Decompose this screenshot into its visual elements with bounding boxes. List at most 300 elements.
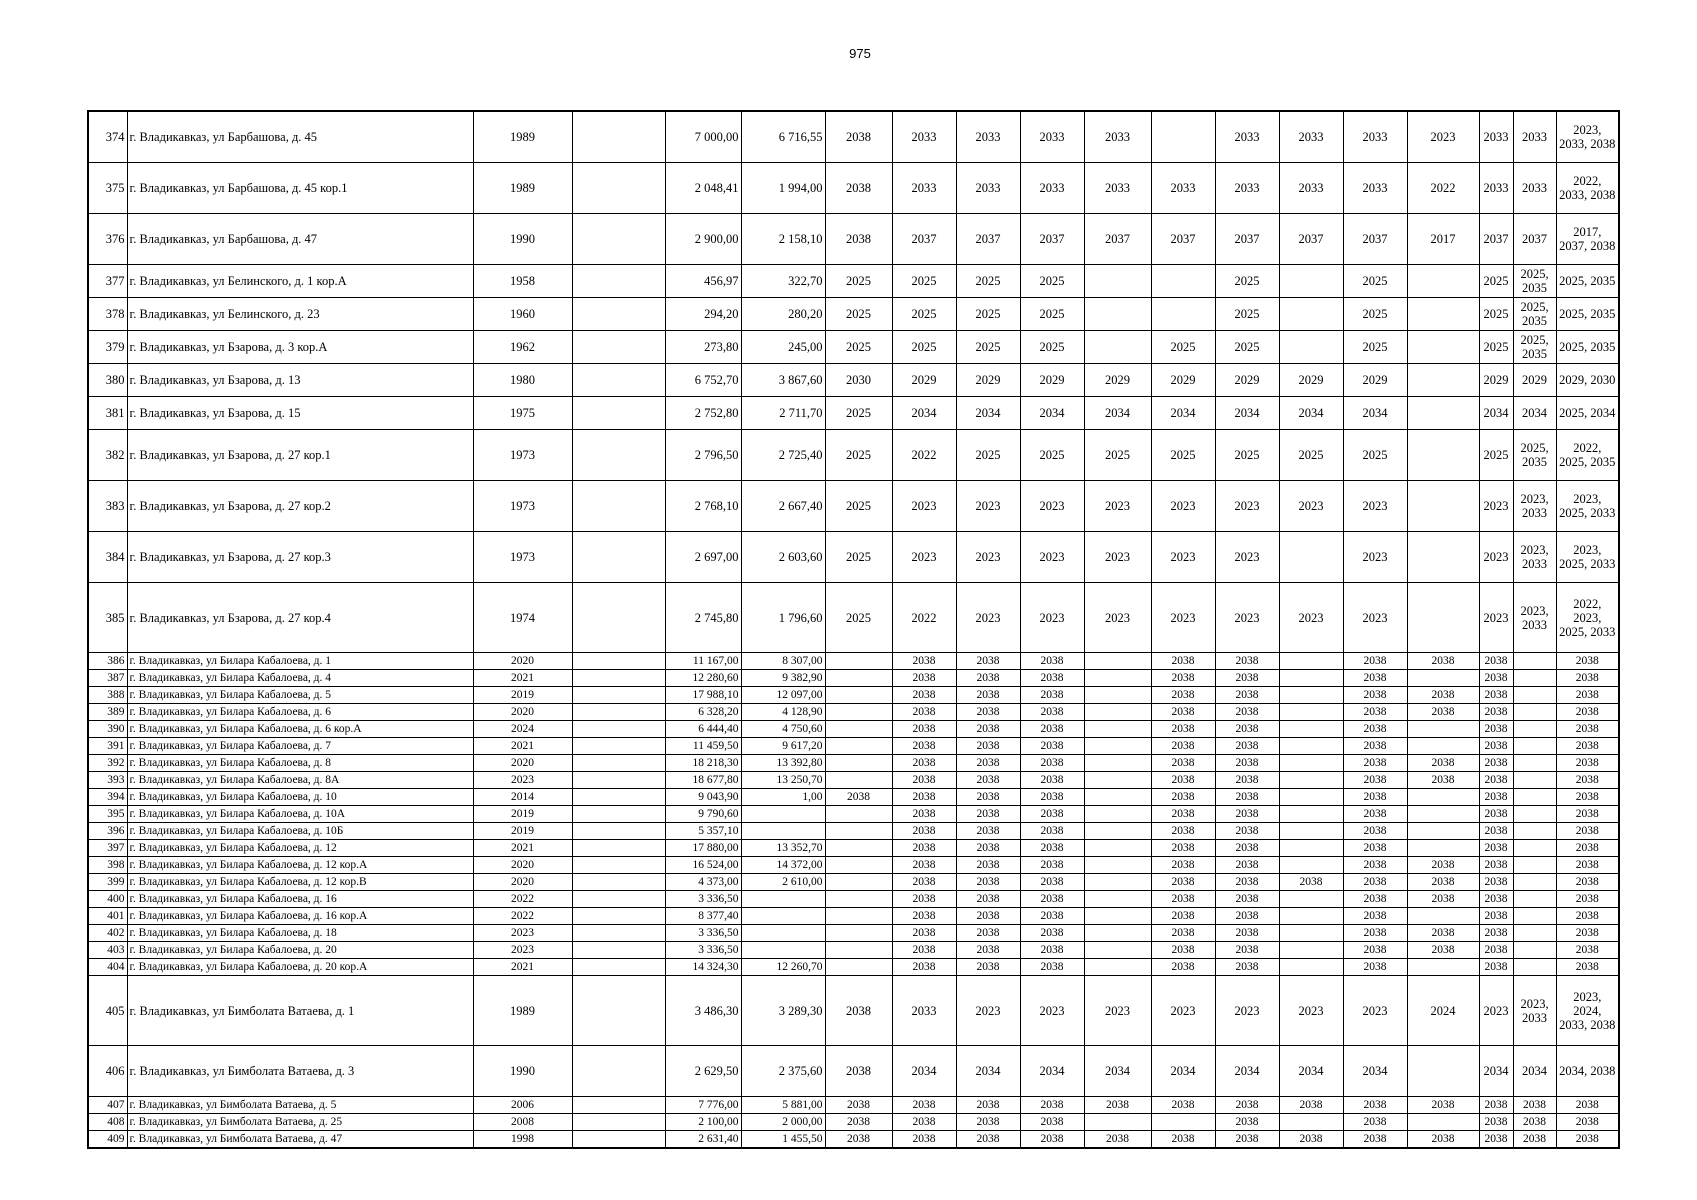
empty-cell — [572, 823, 665, 840]
year-plan-cell: 2038 — [1215, 704, 1279, 721]
year-plan-cell: 2023 — [1084, 976, 1151, 1046]
total-area-cell: 18 218,30 — [665, 755, 741, 772]
year-plan-cell: 2038 — [1556, 670, 1619, 687]
year-cell: 1973 — [473, 430, 572, 481]
living-area-cell: 2 158,10 — [741, 214, 825, 265]
empty-cell — [572, 908, 665, 925]
year-plan-cell: 2038 — [1479, 738, 1513, 755]
year-plan-cell: 2024 — [1407, 976, 1479, 1046]
year-cell: 1973 — [473, 481, 572, 532]
year-plan-cell: 2038 — [892, 823, 956, 840]
year-plan-cell — [1084, 687, 1151, 704]
year-plan-cell: 2038 — [1479, 925, 1513, 942]
address-cell: г. Владикавказ, ул Билара Кабалоева, д. 6 кор.А — [127, 721, 473, 738]
address-cell: г. Владикавказ, ул Билара Кабалоева, д. 16 — [127, 891, 473, 908]
year-cell: 1989 — [473, 111, 572, 163]
year-plan-cell — [1279, 331, 1343, 364]
year-plan-cell — [1407, 430, 1479, 481]
total-area-cell: 11 459,50 — [665, 738, 741, 755]
year-plan-cell: 2022 — [1407, 163, 1479, 214]
address-cell: г. Владикавказ, ул Билара Кабалоева, д. 6 — [127, 704, 473, 721]
year-plan-cell: 2023 — [1479, 481, 1513, 532]
living-area-cell: 2 603,60 — [741, 532, 825, 583]
address-cell: г. Владикавказ, ул Билара Кабалоева, д. 4 — [127, 670, 473, 687]
year-plan-cell — [825, 721, 892, 738]
address-cell: г. Владикавказ, ул Барбашова, д. 47 — [127, 214, 473, 265]
living-area-cell: 2 725,40 — [741, 430, 825, 481]
table-row — [88, 772, 1619, 789]
year-plan-cell: 2025 — [956, 331, 1020, 364]
year-plan-cell: 2034 — [1343, 397, 1407, 430]
year-plan-cell: 2038 — [1407, 925, 1479, 942]
year-plan-cell: 2023 — [892, 481, 956, 532]
year-cell: 2020 — [473, 653, 572, 670]
empty-cell — [572, 397, 665, 430]
year-plan-cell: 2033 — [956, 111, 1020, 163]
living-area-cell: 4 750,60 — [741, 721, 825, 738]
row-number: 407 — [88, 1097, 127, 1114]
year-plan-cell: 2038 — [892, 687, 956, 704]
year-cell: 1962 — [473, 331, 572, 364]
year-plan-cell: 2038 — [1151, 687, 1215, 704]
year-plan-cell: 2025 — [1479, 298, 1513, 331]
year-plan-cell: 2038 — [1151, 1131, 1215, 1149]
empty-cell — [572, 1131, 665, 1149]
year-plan-cell: 2038 — [1343, 806, 1407, 823]
year-plan-cell: 2033 — [1084, 163, 1151, 214]
table-row — [88, 687, 1619, 704]
row-number: 385 — [88, 583, 127, 653]
year-plan-cell — [1084, 925, 1151, 942]
year-plan-cell: 2038 — [1020, 857, 1084, 874]
year-plan-cell: 2038 — [1407, 1131, 1479, 1149]
year-plan-cell: 2038 — [1020, 755, 1084, 772]
year-plan-cell: 2025, 2035 — [1513, 430, 1556, 481]
row-number: 396 — [88, 823, 127, 840]
table-row — [88, 704, 1619, 721]
year-plan-cell: 2038 — [1215, 772, 1279, 789]
year-plan-cell: 2038 — [1020, 738, 1084, 755]
year-plan-cell: 2038 — [956, 857, 1020, 874]
year-plan-cell — [1279, 908, 1343, 925]
year-plan-cell: 2038 — [1151, 738, 1215, 755]
year-plan-cell — [1084, 331, 1151, 364]
year-plan-cell: 2038 — [956, 687, 1020, 704]
table-row — [88, 583, 1619, 653]
year-plan-cell: 2034 — [1343, 1046, 1407, 1097]
row-number: 377 — [88, 265, 127, 298]
year-plan-cell: 2029, 2030 — [1556, 364, 1619, 397]
year-plan-cell: 2038 — [1343, 840, 1407, 857]
table-row — [88, 874, 1619, 891]
year-cell: 1975 — [473, 397, 572, 430]
year-plan-cell: 2034 — [1215, 1046, 1279, 1097]
total-area-cell: 4 373,00 — [665, 874, 741, 891]
living-area-cell: 1 796,60 — [741, 583, 825, 653]
year-plan-cell: 2038 — [892, 772, 956, 789]
address-cell: г. Владикавказ, ул Бимболата Ватаева, д. 47 — [127, 1131, 473, 1149]
year-plan-cell: 2038 — [1279, 874, 1343, 891]
table-row — [88, 857, 1619, 874]
address-cell: г. Владикавказ, ул Бимболата Ватаева, д. 3 — [127, 1046, 473, 1097]
year-plan-cell: 2038 — [956, 891, 1020, 908]
year-plan-cell: 2034 — [1479, 397, 1513, 430]
total-area-cell: 3 486,30 — [665, 976, 741, 1046]
year-plan-cell: 2025 — [1343, 265, 1407, 298]
year-plan-cell: 2025 — [825, 583, 892, 653]
row-number: 404 — [88, 959, 127, 976]
row-number: 386 — [88, 653, 127, 670]
year-cell: 1989 — [473, 163, 572, 214]
year-plan-cell — [825, 908, 892, 925]
year-plan-cell: 2038 — [956, 925, 1020, 942]
year-plan-cell — [1279, 840, 1343, 857]
year-plan-cell: 2037 — [1513, 214, 1556, 265]
total-area-cell: 2 631,40 — [665, 1131, 741, 1149]
year-plan-cell: 2038 — [1020, 874, 1084, 891]
year-plan-cell: 2022, 2033, 2038 — [1556, 163, 1619, 214]
row-number: 397 — [88, 840, 127, 857]
year-plan-cell: 2038 — [892, 721, 956, 738]
row-number: 409 — [88, 1131, 127, 1149]
year-plan-cell: 2038 — [1479, 823, 1513, 840]
address-cell: г. Владикавказ, ул Бзарова, д. 13 — [127, 364, 473, 397]
year-plan-cell: 2025 — [1020, 331, 1084, 364]
total-area-cell: 6 328,20 — [665, 704, 741, 721]
year-plan-cell: 2038 — [1556, 942, 1619, 959]
year-plan-cell: 2017, 2037, 2038 — [1556, 214, 1619, 265]
year-plan-cell: 2038 — [1556, 925, 1619, 942]
year-plan-cell: 2038 — [1020, 959, 1084, 976]
year-plan-cell: 2025 — [825, 532, 892, 583]
empty-cell — [572, 481, 665, 532]
address-cell: г. Владикавказ, ул Билара Кабалоева, д. 12 — [127, 840, 473, 857]
address-cell: г. Владикавказ, ул Барбашова, д. 45 — [127, 111, 473, 163]
year-plan-cell: 2038 — [1343, 789, 1407, 806]
year-plan-cell — [1513, 687, 1556, 704]
table-row — [88, 789, 1619, 806]
year-plan-cell: 2030 — [825, 364, 892, 397]
year-plan-cell: 2038 — [956, 755, 1020, 772]
year-plan-cell — [1513, 840, 1556, 857]
year-plan-cell: 2033 — [892, 111, 956, 163]
year-plan-cell: 2038 — [1556, 653, 1619, 670]
empty-cell — [572, 214, 665, 265]
year-plan-cell: 2038 — [1215, 891, 1279, 908]
year-plan-cell: 2038 — [892, 1114, 956, 1131]
empty-cell — [572, 653, 665, 670]
year-plan-cell: 2025 — [892, 331, 956, 364]
year-plan-cell: 2037 — [1215, 214, 1279, 265]
row-number: 375 — [88, 163, 127, 214]
year-plan-cell: 2023 — [1279, 583, 1343, 653]
year-plan-cell — [1407, 532, 1479, 583]
year-plan-cell: 2033 — [956, 163, 1020, 214]
year-plan-cell: 2025 — [825, 397, 892, 430]
row-number: 395 — [88, 806, 127, 823]
year-cell: 1989 — [473, 976, 572, 1046]
address-cell: г. Владикавказ, ул Бимболата Ватаева, д. 5 — [127, 1097, 473, 1114]
year-plan-cell: 2038 — [1479, 891, 1513, 908]
year-plan-cell — [1279, 670, 1343, 687]
year-plan-cell: 2038 — [956, 806, 1020, 823]
year-plan-cell — [1279, 1114, 1343, 1131]
year-plan-cell — [1407, 823, 1479, 840]
year-plan-cell: 2023 — [1151, 532, 1215, 583]
year-plan-cell — [1151, 1114, 1215, 1131]
year-plan-cell: 2038 — [1407, 942, 1479, 959]
year-plan-cell: 2033 — [1279, 163, 1343, 214]
year-plan-cell: 2038 — [956, 959, 1020, 976]
year-plan-cell: 2029 — [892, 364, 956, 397]
total-area-cell: 2 752,80 — [665, 397, 741, 430]
year-plan-cell: 2029 — [1215, 364, 1279, 397]
year-plan-cell: 2038 — [1407, 891, 1479, 908]
year-plan-cell: 2038 — [956, 823, 1020, 840]
year-plan-cell: 2025, 2035 — [1556, 331, 1619, 364]
address-cell: г. Владикавказ, ул Билара Кабалоева, д. 10 — [127, 789, 473, 806]
year-plan-cell: 2038 — [1343, 772, 1407, 789]
year-plan-cell: 2038 — [1556, 823, 1619, 840]
total-area-cell: 273,80 — [665, 331, 741, 364]
year-plan-cell: 2038 — [1020, 704, 1084, 721]
year-plan-cell: 2038 — [956, 738, 1020, 755]
address-cell: г. Владикавказ, ул Бимболата Ватаева, д. 25 — [127, 1114, 473, 1131]
year-plan-cell — [1084, 738, 1151, 755]
year-plan-cell: 2034 — [892, 1046, 956, 1097]
year-plan-cell: 2038 — [1215, 959, 1279, 976]
year-plan-cell: 2023 — [1084, 583, 1151, 653]
address-cell: г. Владикавказ, ул Билара Кабалоева, д. 8 — [127, 755, 473, 772]
living-area-cell — [741, 891, 825, 908]
year-plan-cell — [825, 823, 892, 840]
row-number: 408 — [88, 1114, 127, 1131]
empty-cell — [572, 532, 665, 583]
year-plan-cell: 2038 — [1479, 857, 1513, 874]
year-plan-cell: 2023 — [1343, 976, 1407, 1046]
year-plan-cell — [825, 738, 892, 755]
empty-cell — [572, 1046, 665, 1097]
table-row — [88, 891, 1619, 908]
year-plan-cell: 2025 — [1151, 430, 1215, 481]
year-plan-cell: 2034 — [1084, 1046, 1151, 1097]
living-area-cell: 13 352,70 — [741, 840, 825, 857]
year-plan-cell — [1407, 806, 1479, 823]
year-plan-cell: 2038 — [1343, 823, 1407, 840]
year-plan-cell — [1279, 891, 1343, 908]
empty-cell — [572, 738, 665, 755]
year-plan-cell — [1407, 789, 1479, 806]
year-plan-cell: 2038 — [1215, 942, 1279, 959]
year-plan-cell: 2038 — [1479, 942, 1513, 959]
year-plan-cell: 2025 — [1343, 331, 1407, 364]
total-area-cell: 7 776,00 — [665, 1097, 741, 1114]
year-plan-cell: 2037 — [1020, 214, 1084, 265]
year-plan-cell — [1513, 942, 1556, 959]
year-plan-cell: 2025, 2035 — [1513, 298, 1556, 331]
total-area-cell: 11 167,00 — [665, 653, 741, 670]
year-plan-cell: 2038 — [1020, 1131, 1084, 1149]
table-row — [88, 976, 1619, 1046]
year-plan-cell: 2023 — [1343, 532, 1407, 583]
year-plan-cell: 2029 — [1513, 364, 1556, 397]
year-plan-cell: 2038 — [1343, 959, 1407, 976]
year-cell: 2021 — [473, 959, 572, 976]
row-number: 378 — [88, 298, 127, 331]
year-plan-cell: 2033 — [892, 976, 956, 1046]
address-cell: г. Владикавказ, ул Билара Кабалоева, д. 12 кор.А — [127, 857, 473, 874]
year-plan-cell: 2038 — [1407, 687, 1479, 704]
address-cell: г. Владикавказ, ул Бзарова, д. 27 кор.1 — [127, 430, 473, 481]
table-row — [88, 755, 1619, 772]
year-plan-cell: 2023 — [1279, 481, 1343, 532]
year-plan-cell: 2038 — [956, 874, 1020, 891]
year-plan-cell: 2038 — [1215, 857, 1279, 874]
table-row — [88, 925, 1619, 942]
year-plan-cell — [1407, 1046, 1479, 1097]
address-cell: г. Владикавказ, ул Бзарова, д. 3 кор.А — [127, 331, 473, 364]
year-plan-cell: 2038 — [1513, 1097, 1556, 1114]
living-area-cell: 2 610,00 — [741, 874, 825, 891]
living-area-cell: 2 000,00 — [741, 1114, 825, 1131]
year-plan-cell: 2029 — [1343, 364, 1407, 397]
year-plan-cell — [1513, 874, 1556, 891]
year-plan-cell: 2038 — [892, 925, 956, 942]
year-plan-cell: 2038 — [1151, 874, 1215, 891]
address-cell: г. Владикавказ, ул Билара Кабалоева, д. 20 кор.А — [127, 959, 473, 976]
year-plan-cell — [825, 806, 892, 823]
year-plan-cell: 2038 — [1343, 687, 1407, 704]
table-row — [88, 1097, 1619, 1114]
year-plan-cell: 2029 — [1151, 364, 1215, 397]
year-cell: 2019 — [473, 806, 572, 823]
total-area-cell: 6 444,40 — [665, 721, 741, 738]
year-plan-cell: 2025 — [1215, 298, 1279, 331]
table-row — [88, 1131, 1619, 1149]
total-area-cell: 2 796,50 — [665, 430, 741, 481]
year-plan-cell: 2038 — [1151, 908, 1215, 925]
year-cell: 2024 — [473, 721, 572, 738]
year-plan-cell: 2038 — [1215, 789, 1279, 806]
year-plan-cell: 2038 — [1020, 721, 1084, 738]
year-plan-cell: 2037 — [1479, 214, 1513, 265]
year-plan-cell — [1084, 874, 1151, 891]
year-plan-cell: 2038 — [1215, 874, 1279, 891]
year-plan-cell: 2025 — [956, 265, 1020, 298]
year-plan-cell — [1407, 583, 1479, 653]
empty-cell — [572, 789, 665, 806]
year-plan-cell: 2038 — [892, 704, 956, 721]
year-cell: 2020 — [473, 704, 572, 721]
year-plan-cell: 2038 — [1479, 670, 1513, 687]
year-plan-cell — [825, 925, 892, 942]
year-plan-cell — [1513, 755, 1556, 772]
year-plan-cell: 2038 — [956, 721, 1020, 738]
year-plan-cell: 2034 — [1215, 397, 1279, 430]
year-plan-cell: 2023 — [1343, 481, 1407, 532]
empty-cell — [572, 874, 665, 891]
empty-cell — [572, 840, 665, 857]
year-plan-cell: 2038 — [1407, 704, 1479, 721]
year-plan-cell — [825, 653, 892, 670]
living-area-cell: 13 250,70 — [741, 772, 825, 789]
total-area-cell: 2 697,00 — [665, 532, 741, 583]
year-plan-cell: 2038 — [1556, 959, 1619, 976]
year-plan-cell — [1513, 959, 1556, 976]
year-plan-cell: 2038 — [1479, 704, 1513, 721]
row-number: 406 — [88, 1046, 127, 1097]
year-plan-cell: 2038 — [1556, 1114, 1619, 1131]
year-plan-cell — [1513, 704, 1556, 721]
year-plan-cell: 2025 — [825, 481, 892, 532]
year-plan-cell: 2038 — [1215, 925, 1279, 942]
year-plan-cell: 2033 — [1479, 163, 1513, 214]
year-plan-cell: 2038 — [956, 1097, 1020, 1114]
year-plan-cell: 2017 — [1407, 214, 1479, 265]
year-plan-cell: 2038 — [1151, 772, 1215, 789]
living-area-cell: 8 307,00 — [741, 653, 825, 670]
year-plan-cell — [1513, 891, 1556, 908]
table-row — [88, 532, 1619, 583]
year-plan-cell — [1084, 670, 1151, 687]
year-plan-cell: 2038 — [825, 214, 892, 265]
row-number: 393 — [88, 772, 127, 789]
row-number: 403 — [88, 942, 127, 959]
year-plan-cell — [1513, 806, 1556, 823]
year-plan-cell — [1513, 857, 1556, 874]
year-plan-cell: 2022 — [892, 583, 956, 653]
table-row — [88, 653, 1619, 670]
year-plan-cell: 2038 — [1556, 840, 1619, 857]
year-plan-cell: 2023 — [1151, 583, 1215, 653]
year-plan-cell: 2023 — [1020, 481, 1084, 532]
year-plan-cell: 2037 — [1279, 214, 1343, 265]
year-cell: 1980 — [473, 364, 572, 397]
table-row — [88, 265, 1619, 298]
empty-cell — [572, 942, 665, 959]
year-plan-cell: 2038 — [1020, 840, 1084, 857]
year-plan-cell — [1407, 908, 1479, 925]
total-area-cell: 12 280,60 — [665, 670, 741, 687]
year-plan-cell — [1084, 789, 1151, 806]
page-number: 975 — [849, 46, 871, 61]
address-cell: г. Владикавказ, ул Бзарова, д. 27 кор.4 — [127, 583, 473, 653]
empty-cell — [572, 687, 665, 704]
empty-cell — [572, 430, 665, 481]
year-plan-cell: 2038 — [825, 111, 892, 163]
empty-cell — [572, 1114, 665, 1131]
year-plan-cell: 2025 — [1479, 265, 1513, 298]
year-plan-cell: 2025 — [956, 298, 1020, 331]
year-plan-cell: 2038 — [1279, 1097, 1343, 1114]
empty-cell — [572, 704, 665, 721]
year-plan-cell: 2038 — [1479, 1114, 1513, 1131]
year-plan-cell — [1407, 670, 1479, 687]
year-plan-cell — [1279, 942, 1343, 959]
year-plan-cell: 2038 — [1556, 721, 1619, 738]
year-plan-cell: 2033 — [1343, 111, 1407, 163]
year-plan-cell: 2025 — [1020, 265, 1084, 298]
year-plan-cell — [1279, 738, 1343, 755]
year-plan-cell — [825, 704, 892, 721]
year-plan-cell — [1513, 721, 1556, 738]
year-plan-cell: 2023 — [956, 481, 1020, 532]
year-plan-cell: 2038 — [1343, 1114, 1407, 1131]
year-cell: 1958 — [473, 265, 572, 298]
year-plan-cell: 2034 — [1513, 397, 1556, 430]
year-plan-cell — [1513, 772, 1556, 789]
year-plan-cell: 2025 — [1479, 331, 1513, 364]
